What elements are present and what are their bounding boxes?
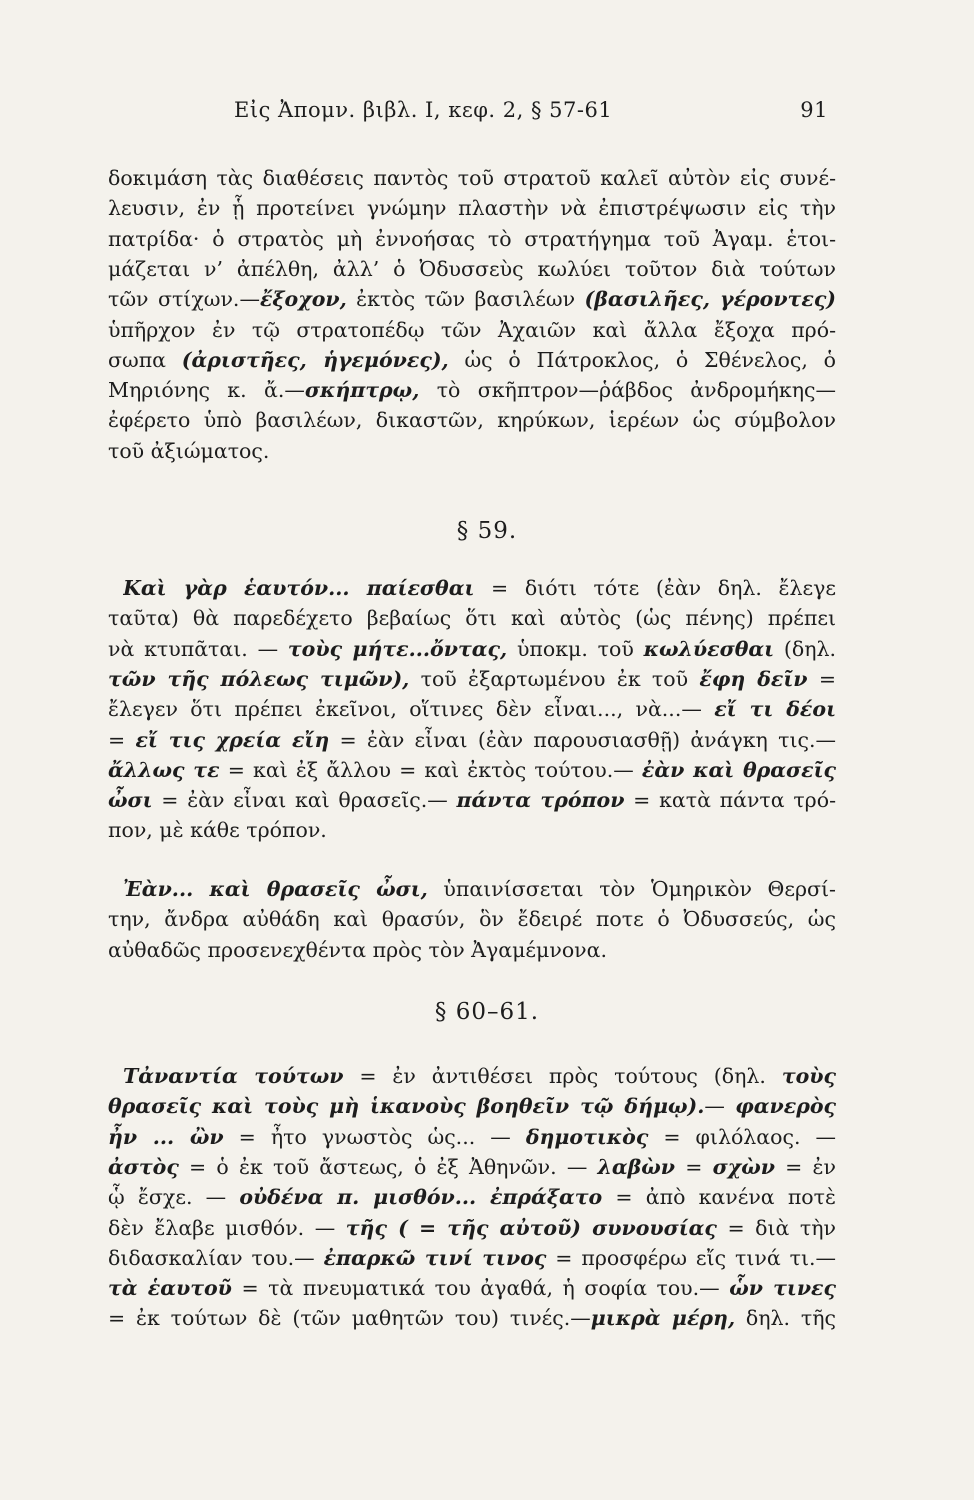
- body-text: ᾧ ἔσχε. —: [108, 1185, 240, 1210]
- lemma-text: ἐπαρκῶ τινί τινος: [323, 1245, 547, 1270]
- lemma-text: μικρὰ μέρη,: [590, 1306, 736, 1331]
- lemma-text: ὦσι: [108, 788, 153, 813]
- lemma-text: ἄλλως τε: [108, 757, 220, 782]
- text-line: [108, 1273, 836, 1303]
- body-text: = διότι τότε (ἐὰν δηλ. ἔλεγε: [474, 576, 836, 600]
- text-line: [108, 664, 836, 694]
- body-text: (δηλ.: [774, 636, 836, 661]
- body-text: σωπα: [108, 347, 182, 372]
- lemma-text: εἴ τις χρεία εἴη: [135, 727, 330, 752]
- body-text: = κατὰ πάντα τρό-: [624, 788, 836, 813]
- body-text: = τὰ πνευματικά του ἀγαθά, ἡ σοφία του.—: [231, 1276, 730, 1301]
- body-text: ὑπῆρχον ἐν τῷ στρατοπέδῳ τῶν Ἀχαιῶν καὶ ἄλλα ἔξοχα πρό-: [108, 317, 836, 342]
- text-line: [108, 163, 836, 193]
- lemma-text: τῶν τῆς πόλεως τιμῶν),: [108, 666, 410, 691]
- body-text: ἐφέρετο ὑπὸ βασιλέων, δικαστῶν, κηρύκων, ἱερέων ὡς σύμβολον: [108, 408, 836, 433]
- text-line: [123, 874, 836, 904]
- body-text: ὑπαινίσσεται τὸν Ὁμηρικὸν Θερσί-: [427, 877, 836, 901]
- text-line: [108, 1182, 836, 1212]
- body-text: ὑποκμ. τοῦ: [507, 636, 644, 661]
- text-line: [108, 1213, 836, 1243]
- lemma-text: θρασεῖς καὶ τοὺς μὴ ἱκανοὺς βοηθεῖν τῷ δήμῳ).: [108, 1094, 705, 1119]
- body-text: πατρίδα· ὁ στρατὸς μὴ ἐννοήσας τὸ στρατήγημα τοῦ Ἀγαμ. ἑτοι-: [108, 226, 836, 251]
- text-line: [108, 785, 836, 815]
- body-text: = καὶ ἐξ ἄλλου = καὶ ἐκτὸς τούτου.—: [219, 757, 642, 782]
- lemma-text: κωλύεσθαι: [643, 636, 775, 661]
- body-text: =: [807, 666, 836, 691]
- body-text: = προσφέρω εἴς τινά τι.—: [546, 1245, 836, 1270]
- running-title: Εἰς Ἀπομν. βιβλ. I, κεφ. 2, § 57-61: [234, 98, 613, 122]
- lemma-text: ἀστὸς: [108, 1154, 179, 1179]
- text-line: [108, 694, 836, 724]
- lemma-text: τοὺς: [781, 1064, 836, 1088]
- lemma-text: τοὺς μήτε...ὄντας,: [287, 636, 508, 661]
- body-text: την, ἄνδρα αὐθάδη καὶ θρασύν, ὃν ἔδειρέ ποτε ὁ Ὀδυσσεύς, ὡς: [108, 907, 836, 932]
- body-text: Μηριόνης κ. ἄ.—: [108, 378, 305, 403]
- body-text: = διὰ τὴν: [716, 1215, 836, 1240]
- lemma-text: Ἐὰν... καὶ θρασεῖς ὦσι,: [123, 877, 428, 901]
- body-text: = ἐν: [774, 1154, 836, 1179]
- body-text: δηλ. τῆς: [735, 1306, 836, 1331]
- text-line: [123, 573, 836, 603]
- text-line: [108, 315, 836, 345]
- body-text: πον, μὲ κάθε τρόπον.: [108, 818, 327, 843]
- body-text: τῶν στίχων.—: [108, 287, 260, 312]
- lemma-text: Καὶ γὰρ ἑαυτόν... παίεσθαι: [123, 576, 475, 600]
- text-line: [108, 1152, 836, 1182]
- lemma-text: ὧν τινες: [729, 1276, 836, 1301]
- body-text: ἐκτὸς τῶν βασιλέων: [346, 287, 585, 312]
- text-line: [108, 405, 836, 435]
- body-text: ἔλεγεν ὅτι πρέπει ἐκεῖνοι, οἵτινες δὲν εἶναι..., νὰ...—: [108, 697, 715, 722]
- lemma-text: Τἀναντία τούτων: [123, 1064, 344, 1088]
- lemma-text: φανερὸς: [735, 1094, 836, 1119]
- page-header: [108, 98, 828, 134]
- text-line: [108, 904, 836, 934]
- body-text: δὲν ἔλαβε μισθόν. —: [108, 1215, 346, 1240]
- body-text: αὐθαδῶς προσενεχθέντα πρὸς τὸν Ἀγαμέμνονα.: [108, 937, 607, 962]
- body-text: = ὁ ἐκ τοῦ ἄστεως, ὁ ἐξ Ἀθηνῶν. —: [178, 1154, 598, 1179]
- body-text: τοῦ ἐξαρτωμένου ἐκ τοῦ: [409, 666, 700, 691]
- body-text: ὡς ὁ Πάτροκλος, ὁ Σθένελος, ὁ: [448, 347, 836, 372]
- text-line: [108, 224, 836, 254]
- body-text: = ἐκ τούτων δὲ (τῶν μαθητῶν του) τινές.—: [108, 1306, 591, 1331]
- lemma-text: τῆς ( = τῆς αὐτοῦ) συνουσίας: [345, 1215, 717, 1240]
- body-text: τὸ σκῆπτρον—ῥάβδος ἀνδρομήκης—: [419, 378, 836, 403]
- text-line: [108, 634, 836, 664]
- lemma-text: (ἀριστῆες, ἡγεμόνες),: [181, 347, 449, 372]
- text-line: [108, 1303, 836, 1333]
- text-line: [108, 725, 836, 755]
- lemma-text: σχὼν: [712, 1154, 775, 1179]
- lemma-text: δημοτικὸς: [525, 1124, 649, 1149]
- body-text: —: [704, 1094, 736, 1119]
- text-line: [108, 254, 836, 284]
- body-text: =: [675, 1154, 713, 1179]
- body-text: = ἦτο γνωστὸς ὡς... —: [223, 1124, 526, 1149]
- lemma-text: σκήπτρῳ,: [304, 378, 420, 403]
- text-line: [108, 345, 836, 375]
- section-heading-60-61: § 60–61.: [434, 999, 540, 1025]
- body-text: = ἐὰν εἶναι καὶ θρασεῖς.—: [152, 788, 457, 813]
- lemma-text: λαβὼν: [597, 1154, 676, 1179]
- body-text: =: [108, 727, 136, 752]
- lemma-text: ἦν ... ὢν: [108, 1124, 224, 1149]
- body-text: μάζεται ν’ ἀπέλθη, ἀλλ’ ὁ Ὀδυσσεὺς κωλύει τοῦτον διὰ τούτων: [108, 256, 836, 281]
- text-line: [108, 193, 836, 223]
- text-line: [108, 436, 836, 466]
- text-line: [108, 815, 836, 845]
- body-text: = ἐν ἀντιθέσει πρὸς τούτους (δηλ.: [343, 1064, 782, 1088]
- lemma-text: ἔξοχον,: [259, 287, 347, 312]
- lemma-text: οὐδένα π. μισθόν... ἐπράξατο: [239, 1185, 603, 1210]
- text-line: [108, 375, 836, 405]
- body-text: = ἐὰν εἶναι (ἐὰν παρουσιασθῇ) ἀνάγκη τις.—: [329, 727, 836, 752]
- body-text: τοῦ ἀξιώματος.: [108, 438, 270, 463]
- text-line: [108, 1122, 836, 1152]
- page-number: 91: [800, 98, 828, 122]
- lemma-text: ἔφη δεῖν: [699, 666, 808, 691]
- text-line: [108, 1243, 836, 1273]
- lemma-text: ἐὰν καὶ θρασεῖς: [641, 757, 836, 782]
- body-text: νὰ κτυπᾶται. —: [108, 636, 288, 661]
- lemma-text: (βασιλῆες, γέροντες): [584, 287, 836, 312]
- text-line: [108, 284, 836, 314]
- lemma-text: εἴ τι δέοι: [714, 697, 836, 722]
- body-text: = ἀπὸ κανένα ποτὲ: [602, 1185, 836, 1210]
- text-line: [108, 1091, 836, 1121]
- text-line: [123, 1061, 836, 1091]
- body-text: διδασκαλίαν του.—: [108, 1245, 324, 1270]
- lemma-text: πάντα τρόπον: [456, 788, 625, 813]
- section-heading-59: § 59.: [456, 518, 518, 544]
- text-line: [108, 935, 836, 965]
- text-line: [108, 603, 836, 633]
- body-text: = φιλόλαος. —: [648, 1124, 836, 1149]
- body-text: λευσιν, ἐν ᾗ προτείνει γνώμην πλαστὴν νὰ ἐπιστρέψωσιν εἰς τὴν: [108, 196, 836, 221]
- text-line: [108, 755, 836, 785]
- lemma-text: τὰ ἑαυτοῦ: [108, 1276, 232, 1301]
- body-text: δοκιμάση τὰς διαθέσεις παντὸς τοῦ στρατοῦ καλεῖ αὐτὸν εἰς συνέ-: [108, 166, 836, 190]
- body-text: ταῦτα) θὰ παρεδέχετο βεβαίως ὅτι καὶ αὐτὸς (ὡς πένης) πρέπει: [108, 606, 836, 631]
